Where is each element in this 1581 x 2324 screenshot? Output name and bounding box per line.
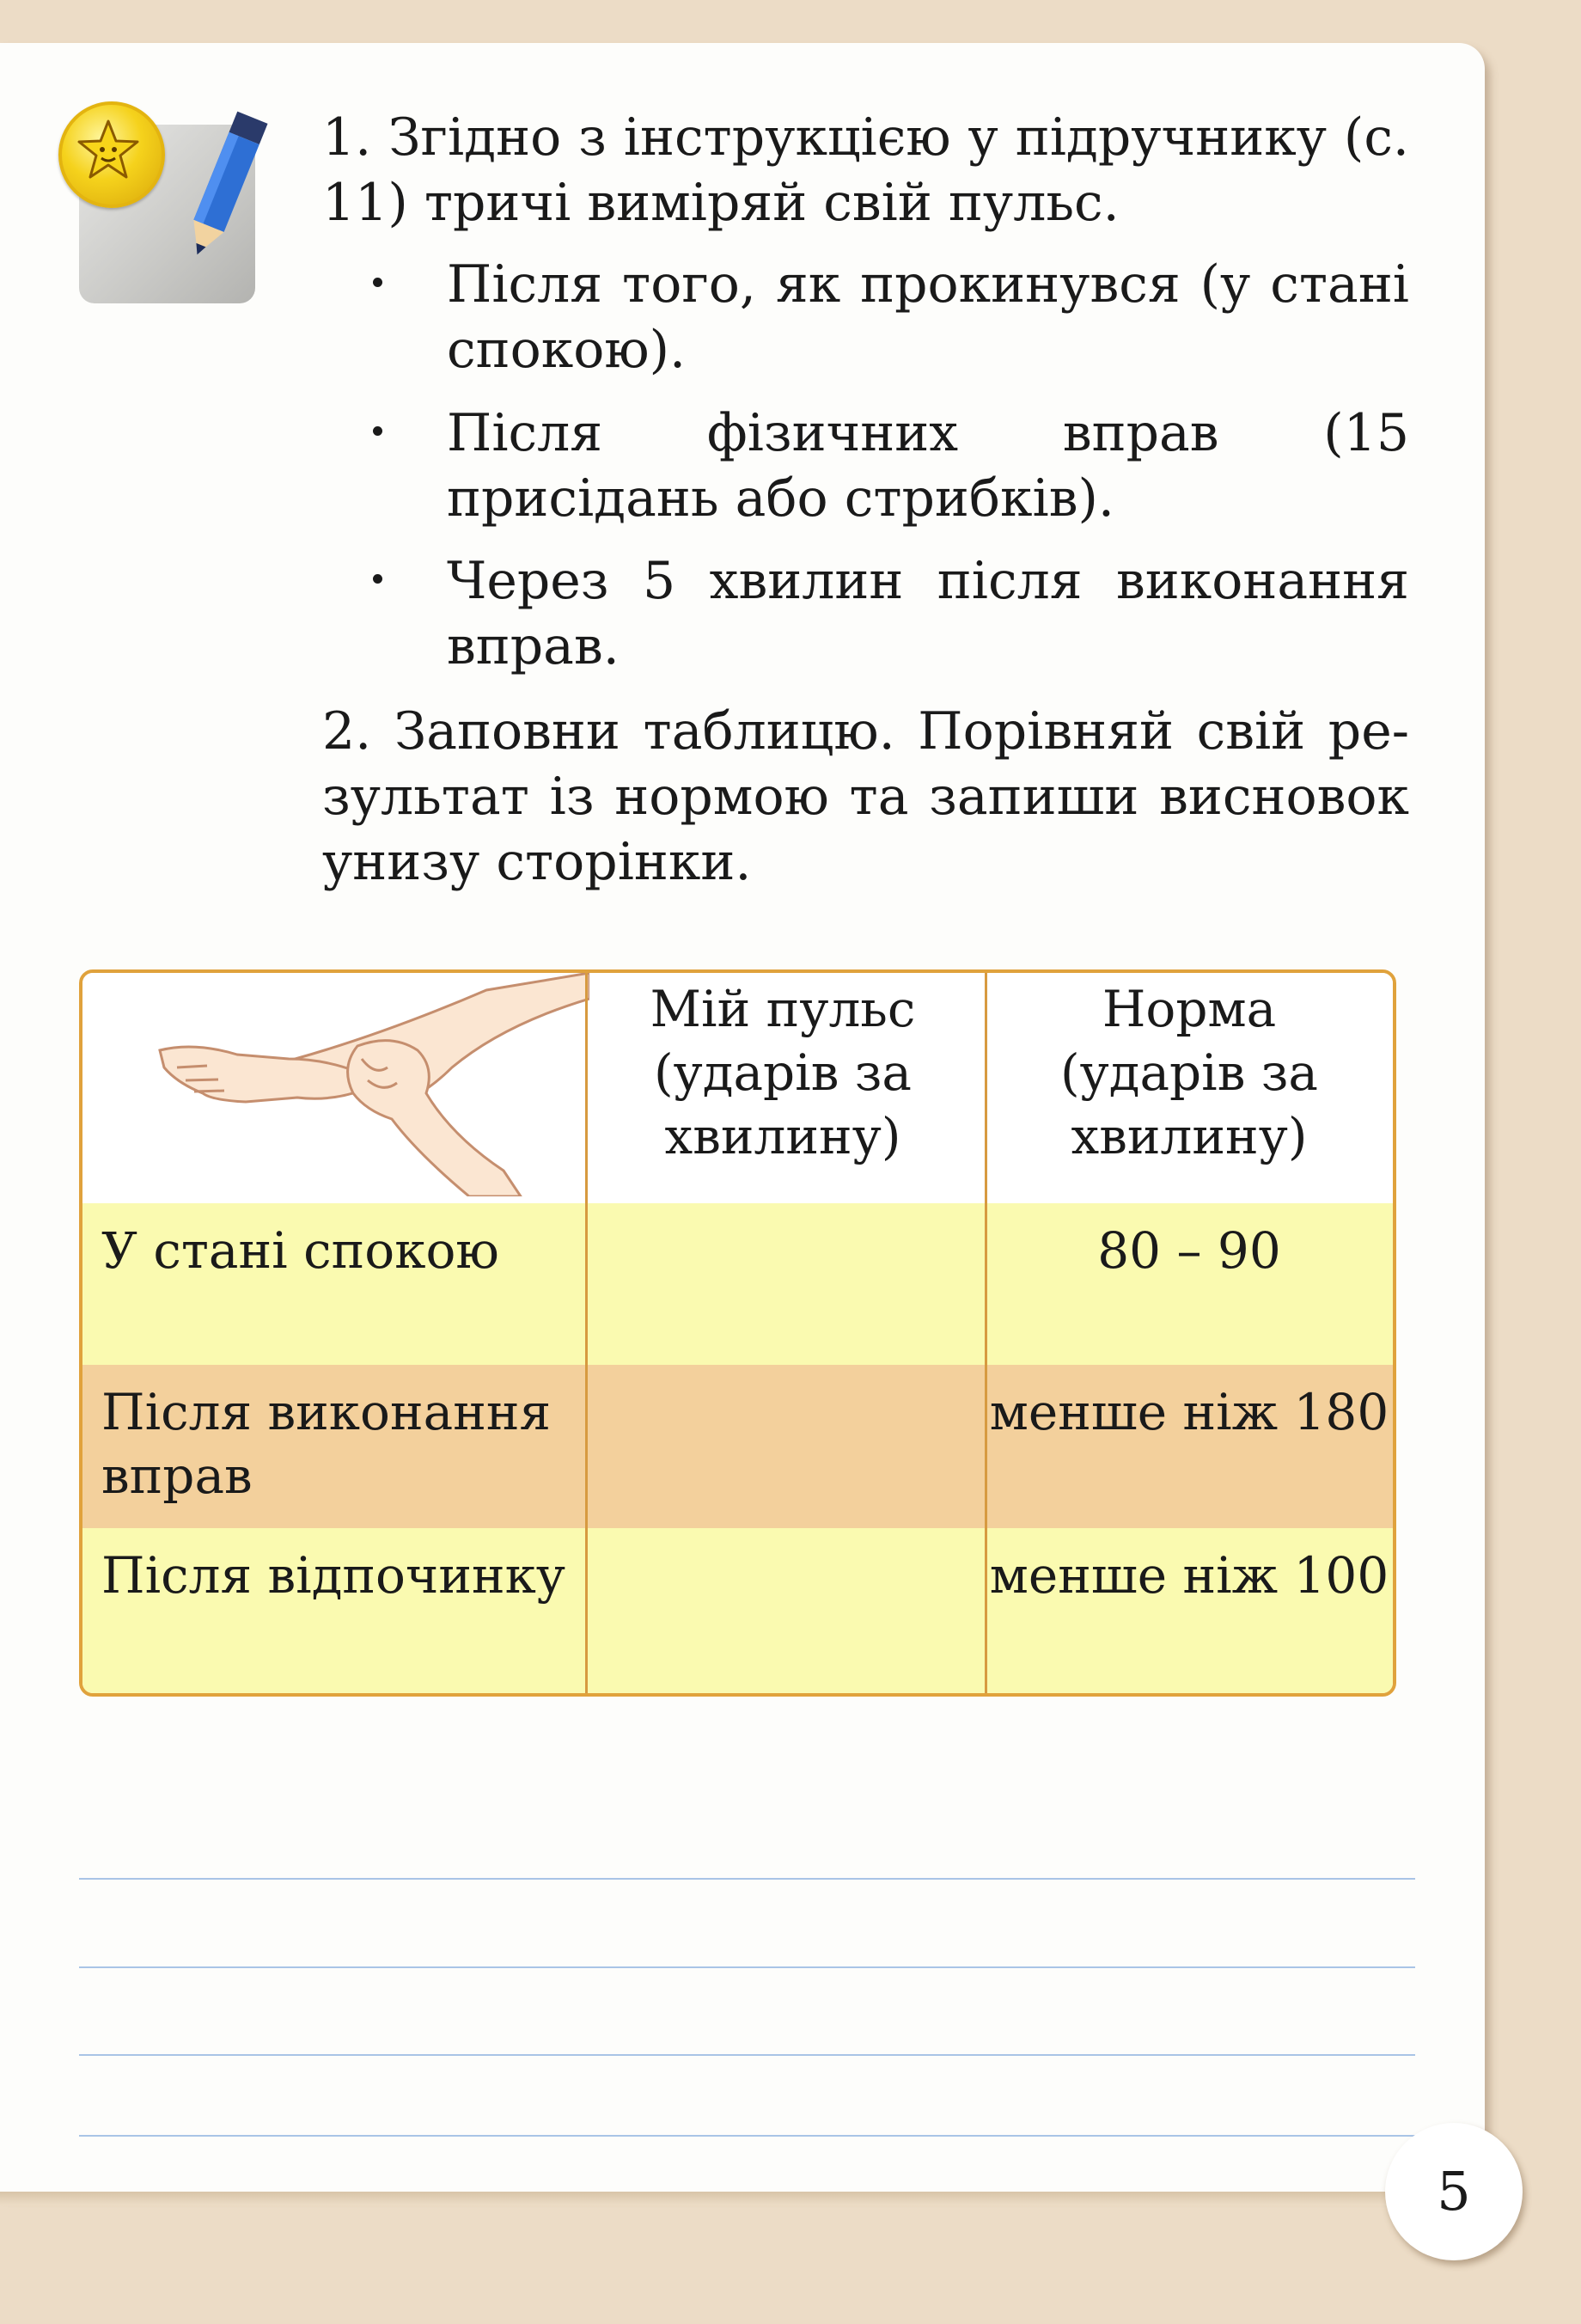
bullet-text: Після фізичних вправ (15 присідань або стрибків). [447, 403, 1409, 529]
header-line: хвилину) [1071, 1107, 1308, 1165]
norm-value: 80 – 90 [1097, 1221, 1281, 1280]
bullet-dot [373, 278, 382, 287]
header-line: (ударів за [1059, 1043, 1319, 1102]
header-line: Мій пульс [650, 980, 916, 1038]
table-row [82, 1203, 1393, 1365]
bullet-dot [373, 426, 382, 436]
norm-value: менше ніж 100 [989, 1546, 1389, 1605]
my-pulse-cell[interactable] [585, 1380, 980, 1509]
header-line: Норма [1102, 980, 1277, 1038]
table-row [82, 1528, 1393, 1693]
page-number: 5 [1385, 2123, 1523, 2260]
writing-line[interactable] [79, 2054, 1415, 2056]
pulse-table [79, 969, 1396, 1697]
bullet-text: Через 5 хвилин після виконання вправ. [447, 551, 1409, 676]
writing-line[interactable] [79, 2135, 1415, 2137]
row-label: Після відпочинку [101, 1546, 566, 1605]
table-row [82, 1365, 1393, 1528]
bullet-dot [373, 574, 382, 584]
bullet-item [378, 252, 1409, 382]
column-divider [585, 973, 588, 1693]
pencil-icon [170, 107, 273, 262]
header-my-pulse [585, 977, 980, 1168]
writing-line[interactable] [79, 1966, 1415, 1968]
task2-text: 2. Заповни таблицю. Порівняй свій результат із нормою та запиши висновок унизу сторінки. [322, 701, 1409, 892]
my-pulse-cell[interactable] [585, 1219, 980, 1348]
bullet-text: Після того, як прокинувся (у стані спокою). [447, 254, 1409, 380]
row-label: Після виконання вправ [101, 1383, 552, 1505]
header-norm [989, 977, 1389, 1168]
column-divider [985, 973, 987, 1693]
my-pulse-cell[interactable] [585, 1544, 980, 1673]
page-edge-shadow [0, 2192, 1485, 2205]
norm-value: менше ніж 180 [989, 1383, 1389, 1441]
row-label: У стані спокою [101, 1221, 499, 1280]
header-line: (ударів за [653, 1043, 913, 1102]
task1-intro: 1. Згідно з інструкцією у підручнику (с. 11) тричі виміряй свій пульс. [322, 107, 1409, 233]
header-line: хвилину) [664, 1107, 901, 1165]
star-icon [58, 101, 165, 208]
wrist-pulse-illustration [143, 973, 589, 1196]
bullet-item [378, 548, 1409, 679]
table-header-row [82, 973, 1393, 1203]
writing-line[interactable] [79, 1878, 1415, 1880]
bullet-item [378, 401, 1409, 531]
